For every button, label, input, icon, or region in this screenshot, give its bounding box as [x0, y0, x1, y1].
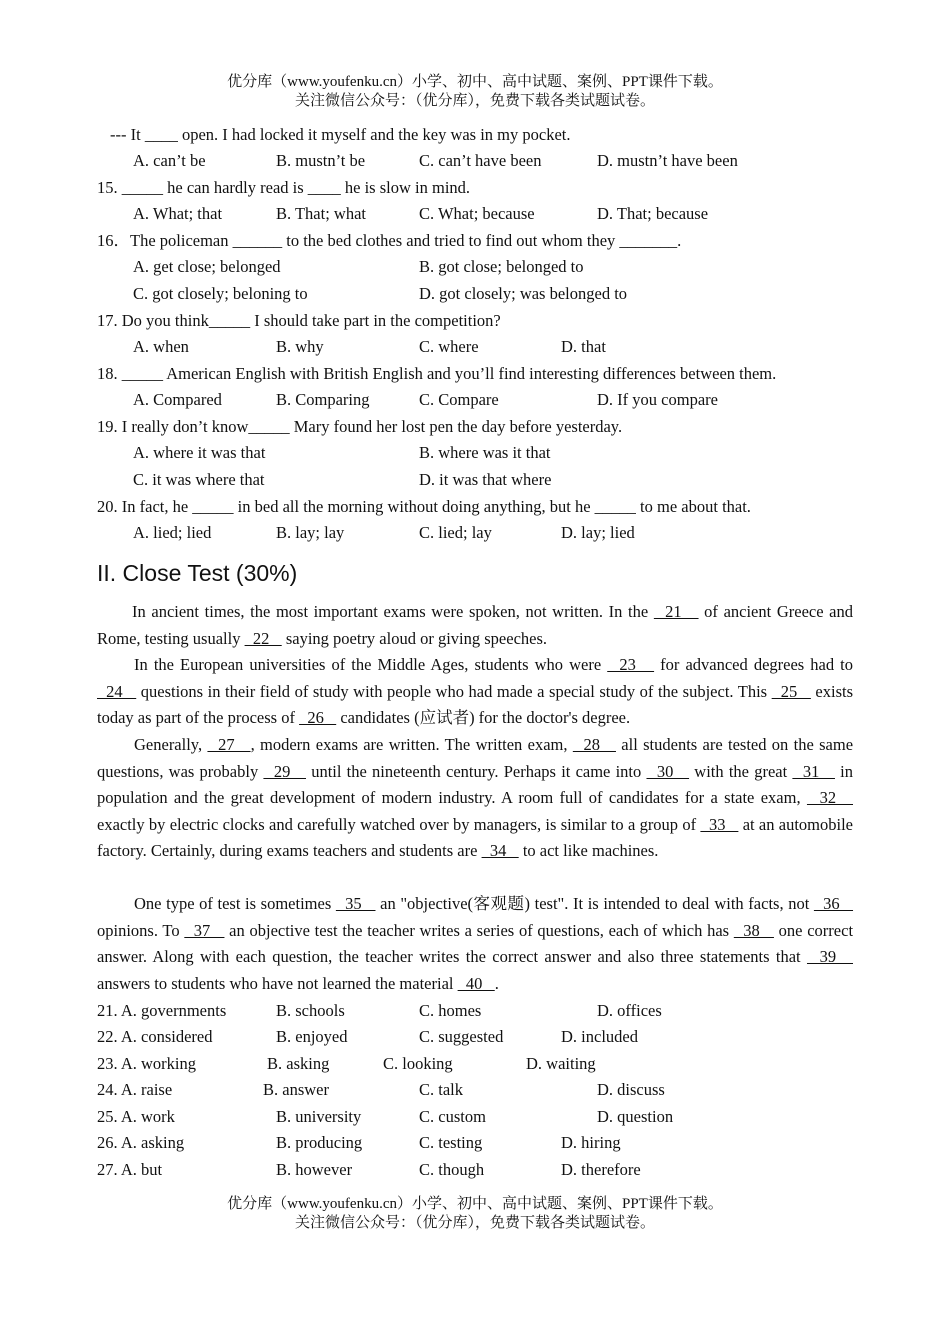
- option-d: D. got closely; was belonged to: [419, 284, 628, 303]
- option-c: C. where: [419, 337, 479, 356]
- option-b: B. university: [276, 1107, 362, 1126]
- option-d: D. lay; lied: [561, 523, 635, 542]
- option-c: C. it was where that: [133, 470, 265, 489]
- passage-text: exists today as part of the process of: [97, 681, 854, 728]
- passage-text: questions in their field of study with people who had made a special study of the subject. This: [136, 681, 772, 701]
- option-a: A. Compared: [133, 390, 222, 409]
- passage-text: candidates (应试者) for the doctor's degree.: [336, 708, 631, 728]
- passage-text: at an automobile factory. Certainly, during exams teachers and students are: [97, 814, 853, 861]
- blank-35: 35: [335, 894, 376, 913]
- question-14-stem: --- It ____ open. I had locked it myself and the key was in my pocket.: [110, 125, 571, 144]
- option-b: B. answer: [263, 1080, 329, 1099]
- passage-paragraph-1: [97, 599, 853, 652]
- option-b: B. enjoyed: [276, 1027, 348, 1046]
- option-b: B. producing: [276, 1133, 363, 1152]
- question-19-stem: 19. I really don’t know_____ Mary found her lost pen the day before yesterday.: [97, 417, 623, 436]
- blank-31: 31: [792, 761, 835, 781]
- option-d: D. discuss: [597, 1080, 665, 1099]
- passage-text: In the European universities of the Middle Ages, students who were: [134, 655, 608, 674]
- question-18-stem: 18. _____ American English with British English and you’ll find interesting differences between them.: [97, 364, 777, 383]
- option-d: D. that: [561, 337, 606, 356]
- option-c: C. suggested: [419, 1027, 504, 1046]
- passage-text: with the great: [689, 761, 793, 781]
- blank-30: 30: [646, 761, 690, 781]
- blank-38: 38: [733, 920, 774, 940]
- passage-text: an objective test the teacher writes a series of questions, each of which has: [224, 920, 734, 940]
- option-d: D. hiring: [561, 1133, 621, 1152]
- question-15-stem: 15. _____ he can hardly read is ____ he is slow in mind.: [97, 178, 471, 197]
- passage-text: answers to students who have not learned the material: [97, 973, 458, 993]
- footer-line-1: 优分库（www.youfenku.cn）小学、初中、高中试题、案例、PPT课件下载。: [227, 1196, 723, 1212]
- option-a: A. lied; lied: [133, 523, 212, 542]
- blank-22: 22: [244, 628, 282, 648]
- blank-40: 40: [457, 973, 495, 993]
- option-b: B. lay; lay: [276, 523, 345, 542]
- blank-24: 24: [97, 681, 137, 701]
- option-d: D. therefore: [561, 1160, 641, 1179]
- option-b: B. got close; belonged to: [419, 257, 584, 276]
- blank-23: 23: [607, 655, 655, 674]
- passage-text: of ancient Greece and Rome, testing usually: [97, 602, 854, 648]
- section-title-close-test: II. Close Test (30%): [97, 560, 298, 586]
- blank-39: 39: [806, 947, 853, 967]
- passage-text: saying poetry aloud or giving speeches.: [281, 628, 548, 648]
- passage-text: in population and the great development of modern industry. A room full of candidates for a state exam,: [97, 761, 854, 808]
- passage-text: until the nineteenth century. Perhaps it came into: [306, 761, 647, 781]
- passage-text: for advanced degrees had to: [654, 655, 854, 674]
- passage-text: to act like machines.: [518, 841, 659, 861]
- passage-text: .: [494, 973, 499, 993]
- passage-text: Generally,: [134, 735, 208, 754]
- option-c: C. What; because: [419, 204, 535, 223]
- option-a: 25. A. work: [97, 1107, 175, 1126]
- option-a: 23. A. working: [97, 1054, 196, 1073]
- blank-32: 32: [806, 788, 853, 808]
- option-a: 26. A. asking: [97, 1133, 185, 1152]
- option-a: A. What; that: [133, 204, 223, 223]
- page-header: [0, 73, 950, 111]
- option-d: D. That; because: [597, 204, 709, 223]
- header-line-2: 关注微信公众号：（优分库），免费下载各类试题试卷。: [294, 93, 655, 109]
- passage-paragraph-3: [97, 732, 853, 865]
- option-c: C. lied; lay: [419, 523, 492, 542]
- option-c: C. talk: [419, 1080, 463, 1099]
- option-d: D. waiting: [526, 1054, 596, 1073]
- option-c: C. can’t have been: [419, 151, 542, 170]
- option-c: C. custom: [419, 1107, 486, 1126]
- option-c: C. Compare: [419, 390, 499, 409]
- blank-37: 37: [184, 920, 225, 940]
- option-b: B. mustn’t be: [276, 151, 366, 170]
- option-b: B. Comparing: [276, 390, 370, 409]
- option-c: C. looking: [383, 1054, 453, 1073]
- option-d: D. If you compare: [597, 390, 718, 409]
- passage-paragraph-2: [97, 652, 853, 732]
- option-d: D. offices: [597, 1001, 662, 1020]
- option-a: A. get close; belonged: [133, 257, 281, 276]
- option-d: D. it was that where: [419, 470, 552, 489]
- option-c: C. testing: [419, 1133, 483, 1152]
- passage-text: One type of test is sometimes: [134, 894, 336, 913]
- option-a: A. can’t be: [133, 151, 206, 170]
- question-16-stem: 16．The policeman ______ to the bed clothes and tried to find out whom they _______.: [97, 231, 682, 250]
- blank-25: 25: [771, 681, 811, 701]
- blank-34: 34: [481, 841, 519, 861]
- passage-text: opinions. To: [97, 920, 185, 940]
- option-b: B. why: [276, 337, 324, 356]
- option-c: C. though: [419, 1160, 485, 1179]
- blank-36: 36: [813, 894, 854, 913]
- footer-line-2: 关注微信公众号：（优分库），免费下载各类试题试卷。: [294, 1215, 655, 1231]
- question-20-stem: 20. In fact, he _____ in bed all the morning without doing anything, but he _____ to me about that.: [97, 497, 751, 516]
- option-a: A. where it was that: [133, 443, 266, 462]
- option-b: B. asking: [267, 1054, 330, 1073]
- option-d: D. included: [561, 1027, 638, 1046]
- passage-text: an "objective(客观题) test". It is intended to deal with facts, not: [375, 894, 814, 913]
- passage-text: , modern exams are written. The written exam,: [250, 735, 573, 754]
- option-c: C. homes: [419, 1001, 482, 1020]
- page-footer: [0, 1195, 950, 1233]
- passage-text: exactly by electric clocks and carefully watched over by managers, is similar to a group of: [97, 814, 701, 834]
- option-b: B. That; what: [276, 204, 366, 223]
- blank-28: 28: [572, 735, 616, 754]
- passage-text: one correct answer. Along with each question, the teacher writes the correct answer and also three statements that: [97, 920, 854, 967]
- blank-29: 29: [263, 761, 306, 781]
- option-c: C. got closely; beloning to: [133, 284, 308, 303]
- option-a: 21. A. governments: [97, 1001, 227, 1020]
- option-a: 27. A. but: [97, 1160, 163, 1179]
- blank-33: 33: [700, 814, 739, 834]
- passage-text: In ancient times, the most important exams were spoken, not written. In the: [132, 602, 654, 621]
- blank-26: 26: [299, 708, 337, 728]
- header-line-1: 优分库（www.youfenku.cn）小学、初中、高中试题、案例、PPT课件下载。: [227, 74, 723, 90]
- option-b: B. where was it that: [419, 443, 551, 462]
- option-b: B. schools: [276, 1001, 345, 1020]
- option-a: 24. A. raise: [97, 1080, 173, 1099]
- option-a: 22. A. considered: [97, 1027, 213, 1046]
- option-a: A. when: [133, 337, 189, 356]
- question-17-stem: 17. Do you think_____ I should take part in the competition?: [97, 311, 501, 330]
- blank-21: 21: [653, 602, 699, 621]
- passage-paragraph-4: [97, 891, 853, 997]
- option-d: D. mustn’t have been: [597, 151, 738, 170]
- option-b: B. however: [276, 1160, 353, 1179]
- blank-27: 27: [207, 735, 251, 754]
- option-d: D. question: [597, 1107, 674, 1126]
- passage-text: all students are tested on the same questions, was probably: [97, 735, 854, 781]
